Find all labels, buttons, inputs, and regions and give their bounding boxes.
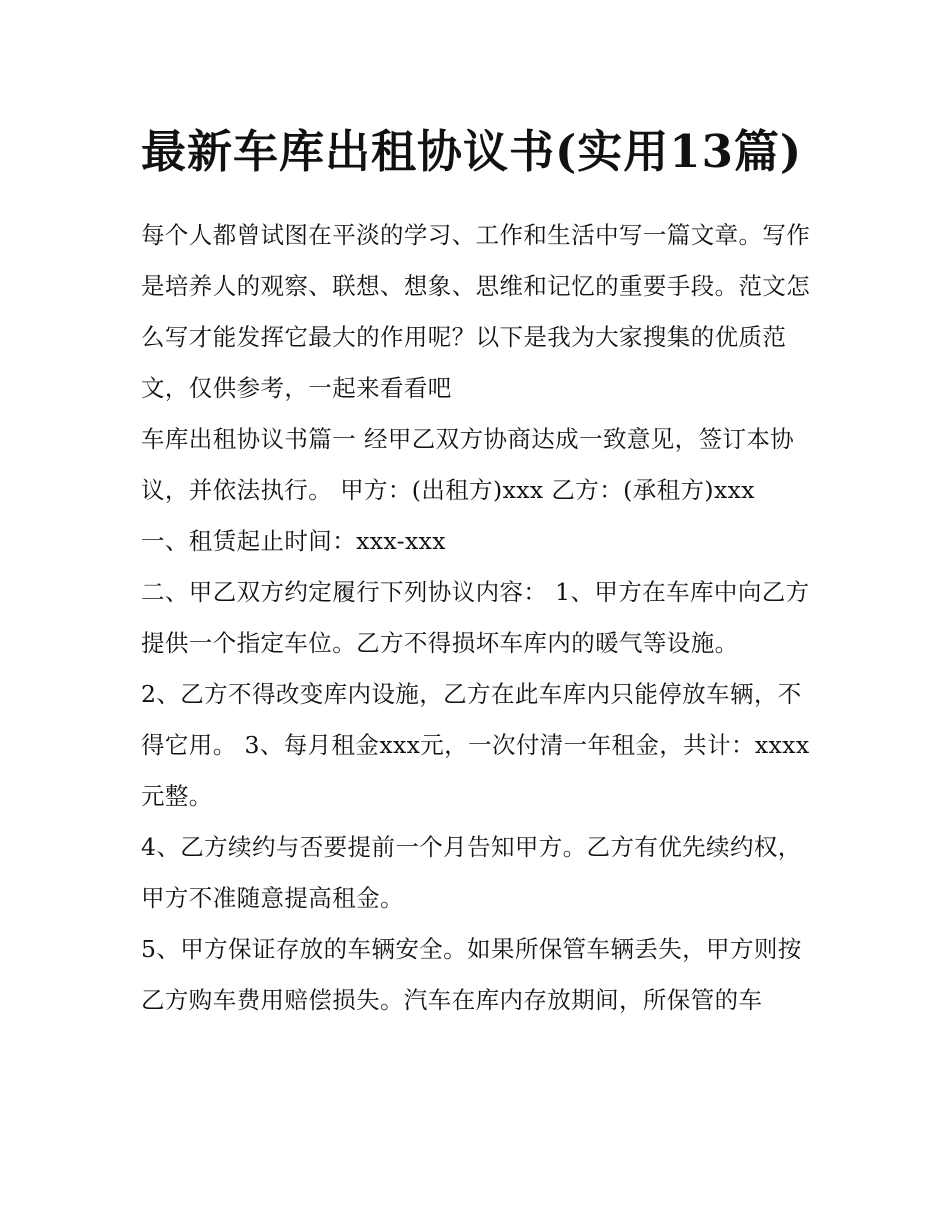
clause-paragraph: 2、乙方不得改变库内设施，乙方在此车库内只能停放车辆，不得它用。 3、每月租金xxx元，一次付清一年租金，共计：xxxx元整。 [141, 680, 810, 810]
clause-paragraph: 4、乙方续约与否要提前一个月告知甲方。乙方有优先续约权，甲方不准随意提高租金。 [141, 833, 802, 912]
clause-paragraph: 5、甲方保证存放的车辆安全。如果所保管车辆丢失，甲方则按乙方购车费用赔偿损失。汽车在库内存放期间，所保管的车 [141, 935, 802, 1014]
intro-paragraph: 每个人都曾试图在平淡的学习、工作和生活中写一篇文章。写作是培养人的观察、联想、想象、思维和记忆的重要手段。范文怎么写才能发挥它最大的作用呢？以下是我为大家搜集的优质范文，仅供参考，一起来看看吧 [141, 221, 811, 402]
document-title: 最新车库出租协议书(实用13篇) [141, 125, 803, 178]
clause-paragraph: 二、甲乙双方约定履行下列协议内容： 1、甲方在车库中向乙方提供一个指定车位。乙方不得损坏车库内的暖气等设施。 [141, 578, 810, 657]
lease-term-paragraph: 一、租赁起止时间：xxx-xxx [141, 527, 446, 555]
document-page [141, 112, 813, 1026]
agreement-opening-paragraph: 车库出租协议书篇一 经甲乙双方协商达成一致意见，签订本协议，并依法执行。 甲方：(出租方)xxx 乙方：(承租方)xxx [141, 425, 795, 504]
document-body [141, 210, 813, 1026]
